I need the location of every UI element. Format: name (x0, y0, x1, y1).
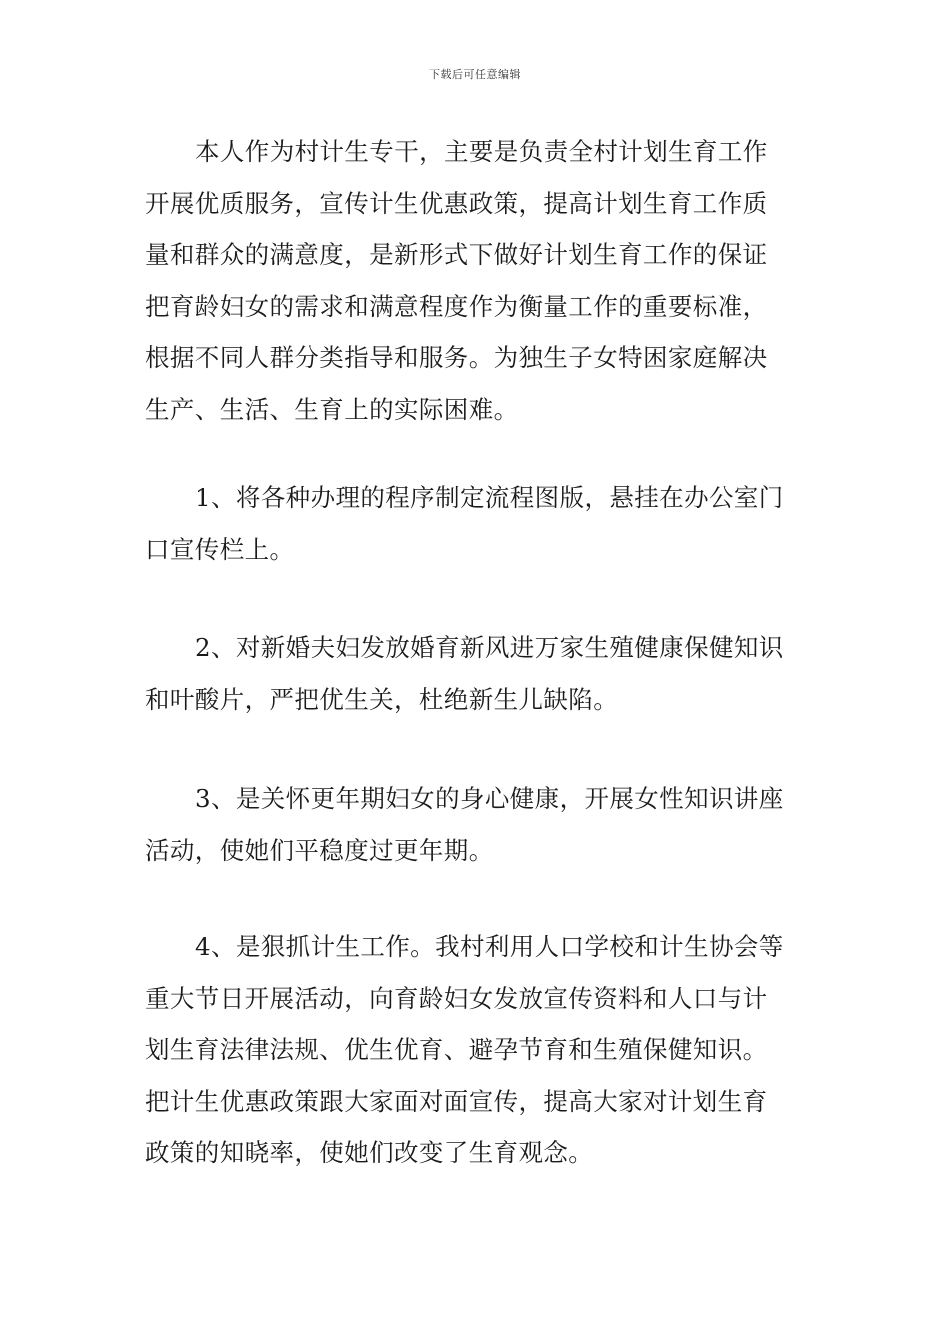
text-line: 根据不同人群分类指导和服务。为独生子女特困家庭解决 (145, 343, 768, 372)
text-line: 开展优质服务，宣传计生优惠政策，提高计划生育工作质 (145, 188, 768, 218)
paragraph-item-4 (145, 921, 810, 1179)
text-line: 生产、生活、生育上的实际困难。 (145, 394, 519, 424)
text-line: 划生育法律法规、优生优育、避孕节育和生殖保健知识。 (145, 1035, 768, 1064)
text-line: 口宣传栏上。 (145, 534, 295, 564)
text-line: 4、是狠抓计生工作。我村利用人口学校和计生协会等 (195, 932, 784, 961)
text-line: 量和群众的满意度，是新形式下做好计划生育工作的保证 (145, 240, 768, 269)
text-line: 政策的知晓率，使她们改变了生育观念。 (145, 1138, 594, 1167)
text-line: 和叶酸片，严把优生关，杜绝新生儿缺陷。 (145, 684, 619, 714)
paragraph-item-3 (145, 773, 810, 876)
text-line: 活动，使她们平稳度过更年期。 (145, 835, 494, 865)
text-line: 本人作为村计生专干，主要是负责全村计划生育工作 (195, 137, 768, 166)
text-line: 2、对新婚夫妇发放婚育新风进万家生殖健康保健知识 (195, 633, 784, 662)
paragraph-item-1 (145, 472, 810, 575)
text-line: 把计生优惠政策跟大家面对面宣传，提高大家对计划生育 (145, 1086, 768, 1116)
paragraph-item-2 (145, 622, 810, 725)
text-line: 重大节日开展活动，向育龄妇女发放宣传资料和人口与计 (145, 983, 768, 1013)
text-line: 3、是关怀更年期妇女的身心健康，开展女性知识讲座 (195, 784, 784, 813)
text-line: 1、将各种办理的程序制定流程图版，悬挂在办公室门 (195, 483, 784, 512)
header-note: 下载后可任意编辑 (429, 68, 521, 81)
paragraph-intro (145, 126, 810, 435)
text-line: 把育龄妇女的需求和满意程度作为衡量工作的重要标准， (145, 291, 768, 321)
